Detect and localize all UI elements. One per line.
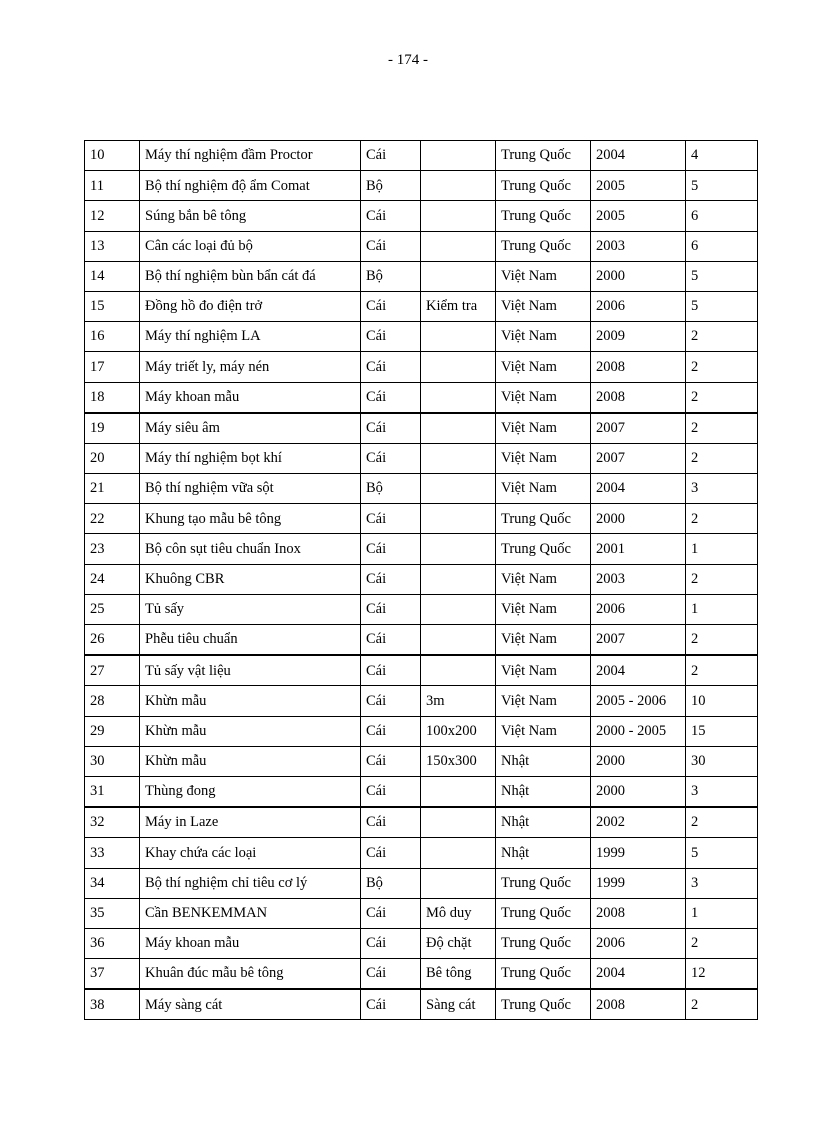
- row-number-cell: 15: [85, 291, 140, 321]
- quantity-cell: 10: [686, 686, 758, 716]
- equipment-name-cell: Máy thí nghiệm bọt khí: [140, 443, 361, 473]
- row-number-cell: 14: [85, 261, 140, 291]
- row-number-cell: 23: [85, 534, 140, 564]
- unit-cell: Cái: [361, 291, 421, 321]
- origin-cell: Nhật: [496, 776, 591, 807]
- table-row: [85, 201, 758, 231]
- quantity-cell: 3: [686, 776, 758, 807]
- unit-cell: Cái: [361, 898, 421, 928]
- specification-cell: Mô duy: [421, 898, 496, 928]
- origin-cell: Trung Quốc: [496, 231, 591, 261]
- equipment-name-cell: Khung tạo mẫu bê tông: [140, 504, 361, 534]
- row-number-cell: 30: [85, 746, 140, 776]
- specification-cell: [421, 807, 496, 838]
- equipment-name-cell: Tủ sấy: [140, 594, 361, 624]
- quantity-cell: 6: [686, 201, 758, 231]
- unit-cell: Cái: [361, 686, 421, 716]
- quantity-cell: 5: [686, 261, 758, 291]
- year-cell: 2000: [591, 776, 686, 807]
- unit-cell: Cái: [361, 504, 421, 534]
- table-row: [85, 868, 758, 898]
- unit-cell: Cái: [361, 413, 421, 444]
- equipment-name-cell: Khay chứa các loại: [140, 838, 361, 868]
- year-cell: 2002: [591, 807, 686, 838]
- specification-cell: [421, 776, 496, 807]
- unit-cell: Cái: [361, 959, 421, 990]
- row-number-cell: 24: [85, 564, 140, 594]
- equipment-name-cell: Máy triết ly, máy nén: [140, 352, 361, 382]
- quantity-cell: 2: [686, 443, 758, 473]
- table-row: [85, 534, 758, 564]
- table-row: [85, 504, 758, 534]
- specification-cell: [421, 413, 496, 444]
- origin-cell: Việt Nam: [496, 655, 591, 686]
- year-cell: 2000: [591, 504, 686, 534]
- year-cell: 2003: [591, 564, 686, 594]
- origin-cell: Việt Nam: [496, 352, 591, 382]
- quantity-cell: 3: [686, 474, 758, 504]
- row-number-cell: 22: [85, 504, 140, 534]
- row-number-cell: 10: [85, 141, 140, 171]
- equipment-name-cell: Khừn mẫu: [140, 686, 361, 716]
- equipment-name-cell: Máy sàng cát: [140, 989, 361, 1020]
- row-number-cell: 35: [85, 898, 140, 928]
- unit-cell: Cái: [361, 382, 421, 413]
- year-cell: 2009: [591, 322, 686, 352]
- specification-cell: [421, 261, 496, 291]
- year-cell: 1999: [591, 838, 686, 868]
- specification-cell: [421, 504, 496, 534]
- year-cell: 2005: [591, 171, 686, 201]
- origin-cell: Trung Quốc: [496, 504, 591, 534]
- equipment-name-cell: Máy thí nghiệm LA: [140, 322, 361, 352]
- year-cell: 2003: [591, 231, 686, 261]
- page-number: - 174 -: [388, 52, 428, 68]
- specification-cell: 150x300: [421, 746, 496, 776]
- year-cell: 2000 - 2005: [591, 716, 686, 746]
- quantity-cell: 2: [686, 352, 758, 382]
- specification-cell: [421, 231, 496, 261]
- table-row: [85, 898, 758, 928]
- year-cell: 2007: [591, 625, 686, 656]
- origin-cell: Việt Nam: [496, 686, 591, 716]
- quantity-cell: 5: [686, 838, 758, 868]
- year-cell: 2008: [591, 352, 686, 382]
- origin-cell: Việt Nam: [496, 322, 591, 352]
- row-number-cell: 28: [85, 686, 140, 716]
- row-number-cell: 34: [85, 868, 140, 898]
- origin-cell: Việt Nam: [496, 261, 591, 291]
- table-row: [85, 291, 758, 321]
- equipment-name-cell: Tủ sấy vật liệu: [140, 655, 361, 686]
- specification-cell: [421, 474, 496, 504]
- equipment-name-cell: Máy khoan mẫu: [140, 382, 361, 413]
- unit-cell: Cái: [361, 625, 421, 656]
- specification-cell: [421, 141, 496, 171]
- origin-cell: Việt Nam: [496, 443, 591, 473]
- unit-cell: Bộ: [361, 171, 421, 201]
- unit-cell: Cái: [361, 928, 421, 958]
- unit-cell: Cái: [361, 201, 421, 231]
- year-cell: 2006: [591, 928, 686, 958]
- equipment-name-cell: Bộ thí nghiệm bùn bẩn cát đá: [140, 261, 361, 291]
- row-number-cell: 21: [85, 474, 140, 504]
- quantity-cell: 6: [686, 231, 758, 261]
- quantity-cell: 2: [686, 928, 758, 958]
- table-row: [85, 382, 758, 413]
- quantity-cell: 12: [686, 959, 758, 990]
- unit-cell: Cái: [361, 838, 421, 868]
- specification-cell: [421, 534, 496, 564]
- table-row: [85, 564, 758, 594]
- table-row: [85, 322, 758, 352]
- table-row: [85, 413, 758, 444]
- year-cell: 2007: [591, 413, 686, 444]
- table-row: [85, 443, 758, 473]
- row-number-cell: 25: [85, 594, 140, 624]
- origin-cell: Nhật: [496, 746, 591, 776]
- quantity-cell: 1: [686, 534, 758, 564]
- table-row: [85, 928, 758, 958]
- quantity-cell: 2: [686, 504, 758, 534]
- unit-cell: Bộ: [361, 261, 421, 291]
- unit-cell: Cái: [361, 141, 421, 171]
- specification-cell: [421, 564, 496, 594]
- unit-cell: Cái: [361, 746, 421, 776]
- row-number-cell: 13: [85, 231, 140, 261]
- unit-cell: Cái: [361, 716, 421, 746]
- quantity-cell: 2: [686, 382, 758, 413]
- unit-cell: Cái: [361, 594, 421, 624]
- specification-cell: Sàng cát: [421, 989, 496, 1020]
- table-row: [85, 352, 758, 382]
- quantity-cell: 1: [686, 898, 758, 928]
- quantity-cell: 5: [686, 171, 758, 201]
- year-cell: 2004: [591, 474, 686, 504]
- origin-cell: Trung Quốc: [496, 989, 591, 1020]
- equipment-table: [84, 140, 758, 1020]
- origin-cell: Việt Nam: [496, 413, 591, 444]
- table-row: [85, 807, 758, 838]
- origin-cell: Nhật: [496, 807, 591, 838]
- row-number-cell: 11: [85, 171, 140, 201]
- origin-cell: Nhật: [496, 838, 591, 868]
- year-cell: 2000: [591, 261, 686, 291]
- table-row: [85, 594, 758, 624]
- table-row: [85, 474, 758, 504]
- year-cell: 2004: [591, 655, 686, 686]
- year-cell: 2000: [591, 746, 686, 776]
- year-cell: 2001: [591, 534, 686, 564]
- specification-cell: [421, 322, 496, 352]
- origin-cell: Việt Nam: [496, 474, 591, 504]
- origin-cell: Trung Quốc: [496, 141, 591, 171]
- year-cell: 1999: [591, 868, 686, 898]
- specification-cell: 3m: [421, 686, 496, 716]
- equipment-name-cell: Phễu tiêu chuẩn: [140, 625, 361, 656]
- table-row: [85, 655, 758, 686]
- equipment-name-cell: Cần BENKEMMAN: [140, 898, 361, 928]
- equipment-name-cell: Máy siêu âm: [140, 413, 361, 444]
- specification-cell: [421, 352, 496, 382]
- table-row: [85, 959, 758, 990]
- origin-cell: Việt Nam: [496, 564, 591, 594]
- specification-cell: [421, 201, 496, 231]
- row-number-cell: 33: [85, 838, 140, 868]
- table-row: [85, 686, 758, 716]
- specification-cell: [421, 868, 496, 898]
- equipment-name-cell: Khuân đúc mẫu bê tông: [140, 959, 361, 990]
- equipment-name-cell: Bộ thí nghiệm chỉ tiêu cơ lý: [140, 868, 361, 898]
- quantity-cell: 2: [686, 322, 758, 352]
- specification-cell: [421, 382, 496, 413]
- row-number-cell: 27: [85, 655, 140, 686]
- row-number-cell: 36: [85, 928, 140, 958]
- year-cell: 2008: [591, 382, 686, 413]
- unit-cell: Cái: [361, 534, 421, 564]
- row-number-cell: 38: [85, 989, 140, 1020]
- specification-cell: Bê tông: [421, 959, 496, 990]
- unit-cell: Cái: [361, 322, 421, 352]
- year-cell: 2008: [591, 898, 686, 928]
- year-cell: 2006: [591, 594, 686, 624]
- unit-cell: Cái: [361, 655, 421, 686]
- quantity-cell: 2: [686, 413, 758, 444]
- origin-cell: Việt Nam: [496, 625, 591, 656]
- equipment-name-cell: Cân các loại đủ bộ: [140, 231, 361, 261]
- specification-cell: [421, 625, 496, 656]
- origin-cell: Việt Nam: [496, 594, 591, 624]
- equipment-name-cell: Máy in Laze: [140, 807, 361, 838]
- specification-cell: [421, 655, 496, 686]
- table-row: [85, 989, 758, 1020]
- equipment-name-cell: Máy thí nghiệm đầm Proctor: [140, 141, 361, 171]
- equipment-name-cell: Khuông CBR: [140, 564, 361, 594]
- row-number-cell: 29: [85, 716, 140, 746]
- year-cell: 2008: [591, 989, 686, 1020]
- unit-cell: Cái: [361, 564, 421, 594]
- origin-cell: Trung Quốc: [496, 959, 591, 990]
- origin-cell: Trung Quốc: [496, 201, 591, 231]
- equipment-name-cell: Đồng hồ đo điện trở: [140, 291, 361, 321]
- row-number-cell: 16: [85, 322, 140, 352]
- origin-cell: Việt Nam: [496, 716, 591, 746]
- origin-cell: Việt Nam: [496, 291, 591, 321]
- year-cell: 2005 - 2006: [591, 686, 686, 716]
- origin-cell: Trung Quốc: [496, 868, 591, 898]
- row-number-cell: 17: [85, 352, 140, 382]
- year-cell: 2004: [591, 959, 686, 990]
- quantity-cell: 3: [686, 868, 758, 898]
- specification-cell: [421, 838, 496, 868]
- equipment-name-cell: Bộ thí nghiệm vữa sột: [140, 474, 361, 504]
- table-row: [85, 261, 758, 291]
- quantity-cell: 30: [686, 746, 758, 776]
- row-number-cell: 18: [85, 382, 140, 413]
- year-cell: 2005: [591, 201, 686, 231]
- specification-cell: [421, 594, 496, 624]
- row-number-cell: 19: [85, 413, 140, 444]
- unit-cell: Cái: [361, 352, 421, 382]
- quantity-cell: 2: [686, 807, 758, 838]
- quantity-cell: 1: [686, 594, 758, 624]
- equipment-name-cell: Máy khoan mẫu: [140, 928, 361, 958]
- equipment-name-cell: Khừn mẫu: [140, 746, 361, 776]
- origin-cell: Trung Quốc: [496, 928, 591, 958]
- unit-cell: Cái: [361, 989, 421, 1020]
- table-row: [85, 171, 758, 201]
- unit-cell: Cái: [361, 807, 421, 838]
- equipment-name-cell: Súng bắn bê tông: [140, 201, 361, 231]
- table-row: [85, 231, 758, 261]
- origin-cell: Trung Quốc: [496, 898, 591, 928]
- specification-cell: [421, 443, 496, 473]
- table-row: [85, 716, 758, 746]
- quantity-cell: 2: [686, 564, 758, 594]
- year-cell: 2006: [591, 291, 686, 321]
- quantity-cell: 2: [686, 625, 758, 656]
- unit-cell: Cái: [361, 231, 421, 261]
- row-number-cell: 20: [85, 443, 140, 473]
- quantity-cell: 5: [686, 291, 758, 321]
- unit-cell: Bộ: [361, 868, 421, 898]
- row-number-cell: 31: [85, 776, 140, 807]
- origin-cell: Việt Nam: [496, 382, 591, 413]
- quantity-cell: 2: [686, 655, 758, 686]
- row-number-cell: 37: [85, 959, 140, 990]
- unit-cell: Bộ: [361, 474, 421, 504]
- row-number-cell: 32: [85, 807, 140, 838]
- specification-cell: Độ chặt: [421, 928, 496, 958]
- quantity-cell: 4: [686, 141, 758, 171]
- year-cell: 2004: [591, 141, 686, 171]
- quantity-cell: 15: [686, 716, 758, 746]
- table-row: [85, 625, 758, 656]
- equipment-name-cell: Bộ côn sụt tiêu chuẩn Inox: [140, 534, 361, 564]
- unit-cell: Cái: [361, 443, 421, 473]
- row-number-cell: 12: [85, 201, 140, 231]
- table-row: [85, 776, 758, 807]
- quantity-cell: 2: [686, 989, 758, 1020]
- table-row: [85, 141, 758, 171]
- specification-cell: Kiểm tra: [421, 291, 496, 321]
- specification-cell: [421, 171, 496, 201]
- year-cell: 2007: [591, 443, 686, 473]
- row-number-cell: 26: [85, 625, 140, 656]
- unit-cell: Cái: [361, 776, 421, 807]
- specification-cell: 100x200: [421, 716, 496, 746]
- equipment-table-body: [85, 141, 758, 1020]
- equipment-name-cell: Bộ thí nghiệm độ ẩm Comat: [140, 171, 361, 201]
- equipment-name-cell: Khừn mẫu: [140, 716, 361, 746]
- equipment-name-cell: Thùng đong: [140, 776, 361, 807]
- table-row: [85, 746, 758, 776]
- origin-cell: Trung Quốc: [496, 171, 591, 201]
- origin-cell: Trung Quốc: [496, 534, 591, 564]
- table-row: [85, 838, 758, 868]
